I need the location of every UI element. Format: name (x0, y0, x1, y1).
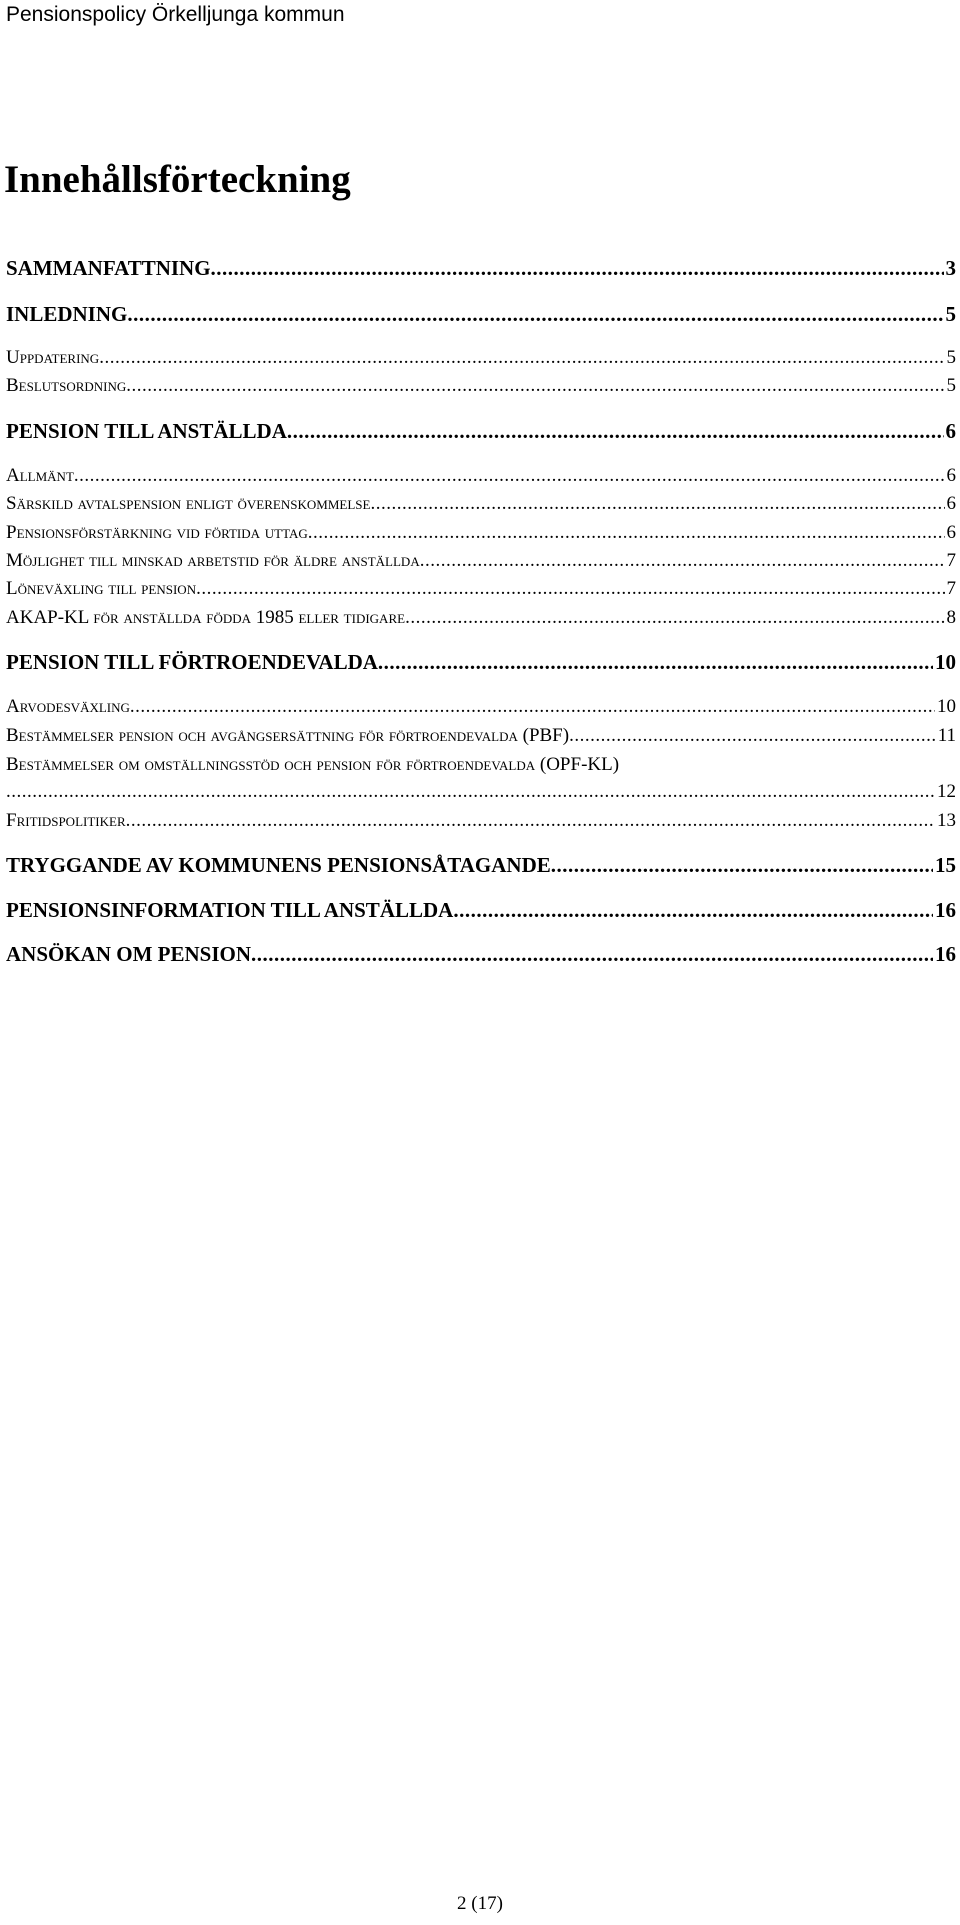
toc-entry-title: PENSION TILL FÖRTROENDEVALDA (6, 650, 378, 674)
toc-entry-title: PENSION TILL ANSTÄLLDA (6, 419, 287, 443)
toc-dot-leader (569, 723, 936, 749)
toc-dot-leader (378, 649, 933, 675)
toc-dot-leader (99, 345, 944, 371)
toc-heading: Innehållsförteckning (4, 158, 351, 201)
toc-entry-uppdatering[interactable] (6, 345, 956, 371)
toc-dot-leader (74, 463, 945, 489)
toc-entry-title: AKAP-KL för anställda födda 1985 eller tidigare (6, 607, 406, 628)
toc-entry-inledning[interactable] (6, 301, 956, 327)
toc-entry-page: 15 (935, 853, 956, 877)
toc-entry-page: 13 (937, 810, 956, 831)
toc-entry-page: 6 (945, 419, 956, 443)
toc-entry-opf-kl[interactable] (6, 751, 956, 805)
toc-entry-page: 5 (945, 302, 956, 326)
toc-entry-page: 5 (946, 375, 956, 396)
toc-entry-pension-till-fortroendevalda[interactable] (6, 649, 956, 675)
toc-entry-title: Möjlighet till minskad arbetstid för äldre anställda (6, 550, 420, 571)
toc-dot-leader (126, 373, 944, 399)
toc-entry-page: 10 (937, 696, 956, 717)
toc-entry-title: Fritidspolitiker (6, 810, 126, 831)
toc-dot-leader (251, 941, 933, 967)
toc-entry-tryggande[interactable] (6, 852, 956, 878)
toc-dot-leader (211, 255, 944, 281)
toc-dot-leader (370, 491, 944, 517)
toc-entry-page: 8 (946, 607, 956, 628)
toc-entry-beslutsordning[interactable] (6, 373, 956, 399)
toc-entry-page: 6 (946, 493, 956, 514)
toc-entry-minskad-arbetstid[interactable] (6, 548, 956, 574)
toc-dot-leader (130, 694, 935, 720)
toc-entry-title: INLEDNING (6, 302, 128, 326)
toc-entry-title: SAMMANFATTNING (6, 256, 211, 280)
toc-entry-pensionsinformation[interactable] (6, 897, 956, 923)
toc-dot-leader (126, 808, 935, 834)
toc-dot-leader (405, 605, 944, 631)
toc-entry-title: ANSÖKAN OM PENSION (6, 942, 252, 966)
toc-entry-ansokan-om-pension[interactable] (6, 941, 956, 967)
toc-entry-page: 16 (935, 942, 956, 966)
toc-dot-leader (196, 576, 944, 602)
toc-dot-leader (453, 897, 933, 923)
toc-dot-leader (287, 418, 944, 444)
toc-entry-wrap-line (6, 778, 956, 805)
toc-entry-title: Bestämmelser pension och avgångsersättning för förtroendevalda (PBF) (6, 725, 570, 746)
toc-entry-fritidspolitiker[interactable] (6, 808, 956, 834)
toc-entry-page: 7 (946, 550, 956, 571)
toc-entry-page: 12 (937, 781, 956, 802)
toc-entry-lonevaxling[interactable] (6, 576, 956, 602)
toc-dot-leader (551, 852, 933, 878)
toc-entry-pension-till-anstallda[interactable] (6, 418, 956, 444)
toc-dot-leader (127, 301, 943, 327)
toc-entry-page: 7 (946, 578, 956, 599)
toc-entry-title: Arvodesväxling (6, 696, 130, 717)
toc-dot-leader (420, 548, 945, 574)
toc-entry-page: 6 (946, 522, 956, 543)
toc-entry-page: 3 (945, 256, 956, 280)
toc-entry-pensionsforstarkning[interactable] (6, 520, 956, 546)
toc-entry-title: Beslutsordning (6, 375, 127, 396)
toc-entry-allmant[interactable] (6, 463, 956, 489)
toc-entry-page: 6 (946, 465, 956, 486)
toc-entry-title: Pensionsförstärkning vid förtida uttag (6, 522, 308, 543)
toc-entry-title: PENSIONSINFORMATION TILL ANSTÄLLDA (6, 898, 454, 922)
toc-entry-title: TRYGGANDE AV KOMMUNENS PENSIONSÅTAGANDE (6, 853, 551, 877)
toc-entry-title: Bestämmelser om omställningsstöd och pension för förtroendevalda (OPF-KL) (6, 754, 620, 775)
page-number-footer: 2 (17) (457, 1893, 503, 1914)
toc-entry-akap-kl[interactable] (6, 605, 956, 631)
toc-entry-sammanfattning[interactable] (6, 255, 956, 281)
toc-entry-pbf[interactable] (6, 723, 956, 749)
toc-entry-title: Löneväxling till pension (6, 578, 197, 599)
running-header: Pensionspolicy Örkelljunga kommun (6, 3, 345, 26)
toc-entry-title: Uppdatering (6, 347, 100, 368)
toc-entry-title: Allmänt (6, 465, 74, 486)
toc-dot-leader (6, 778, 935, 805)
toc-entry-page: 10 (935, 650, 956, 674)
toc-entry-page: 11 (937, 725, 956, 746)
toc-dot-leader (308, 520, 945, 546)
toc-entry-page: 5 (946, 347, 956, 368)
toc-entry-page: 16 (935, 898, 956, 922)
toc-entry-title: Särskild avtalspension enligt överenskommelse (6, 493, 371, 514)
toc-entry-arvodesvaxling[interactable] (6, 694, 956, 720)
toc-entry-sarskild-avtalspension[interactable] (6, 491, 956, 517)
